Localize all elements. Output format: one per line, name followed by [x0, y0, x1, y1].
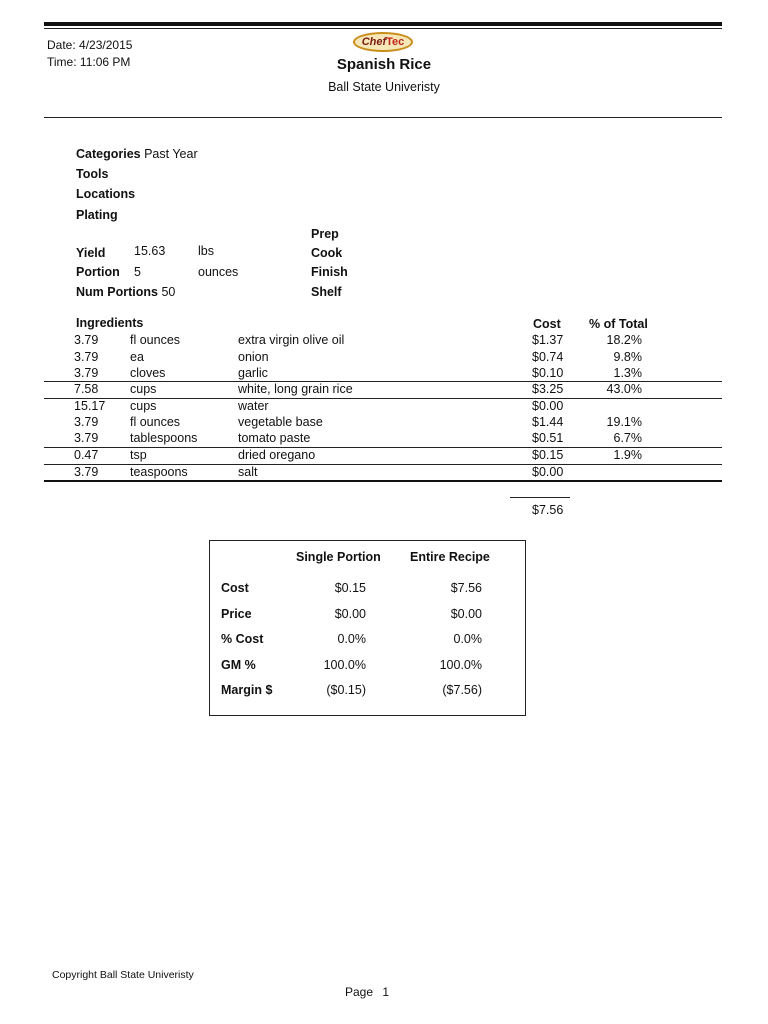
summary-entire-value: 100.0% — [439, 658, 482, 672]
summary-single-value: ($0.15) — [326, 683, 366, 697]
summary-single-value: 100.0% — [323, 658, 366, 672]
cook-label: Cook — [311, 246, 343, 260]
table-row — [0, 448, 768, 464]
ingredient-name: white, long grain rice — [238, 382, 353, 396]
ingredient-cost: $0.15 — [532, 448, 564, 462]
ingredient-cost: $0.00 — [532, 465, 564, 479]
ingredient-unit: cups — [130, 399, 157, 413]
ingredient-name: garlic — [238, 366, 268, 380]
ingredient-cost: $0.00 — [532, 399, 564, 413]
num-portions-value: 50 — [161, 285, 176, 299]
summary-single-value: 0.0% — [337, 632, 366, 646]
cost-header: Cost — [533, 317, 561, 331]
yield-label: Yield — [76, 246, 106, 260]
table-row — [0, 465, 768, 481]
ingredient-pct: 1.9% — [613, 448, 642, 462]
num-portions-label: Num Portions — [76, 285, 158, 299]
ingredient-unit: fl ounces — [130, 333, 181, 347]
table-row — [0, 399, 768, 415]
date-line — [47, 38, 132, 52]
ingredient-qty: 7.58 — [74, 382, 99, 396]
ingredient-qty: 3.79 — [74, 431, 99, 445]
prep-label: Prep — [311, 227, 339, 241]
locations-label: Locations — [76, 187, 136, 201]
ingredient-qty: 15.17 — [74, 399, 106, 413]
ingredients-bottom-rule — [44, 480, 722, 482]
date-label: Date: — [47, 38, 76, 52]
ingredient-qty: 3.79 — [74, 350, 99, 364]
ingredient-qty: 3.79 — [74, 333, 99, 347]
summary-row-label: Margin $ — [221, 683, 273, 697]
summary-row-label: % Cost — [221, 632, 264, 646]
summary-entire-value: ($7.56) — [442, 683, 482, 697]
table-row — [0, 382, 768, 398]
ingredient-name: onion — [238, 350, 269, 364]
time-value: 11:06 PM — [79, 55, 131, 69]
ingredient-pct: 1.3% — [613, 366, 642, 380]
cost-summary-box — [209, 540, 526, 716]
summary-entire-value: $7.56 — [450, 581, 482, 595]
ingredient-pct: 9.8% — [613, 350, 642, 364]
page-label: Page — [345, 985, 374, 999]
num-portions-row — [76, 285, 175, 299]
ingredient-qty: 3.79 — [74, 465, 99, 479]
ingredient-unit: cups — [130, 382, 157, 396]
table-row — [0, 366, 768, 382]
summary-row-label: Cost — [221, 581, 249, 595]
ingredient-unit: cloves — [130, 366, 166, 380]
page-subtitle: Ball State Univeristy — [328, 80, 440, 94]
time-label: Time: — [47, 55, 77, 69]
yield-unit: lbs — [198, 244, 214, 258]
ingredient-pct: 6.7% — [613, 431, 642, 445]
logo-text-tec: Tec — [386, 36, 405, 48]
categories-value: Past Year — [144, 147, 198, 161]
ingredient-unit: ea — [130, 350, 144, 364]
ingredient-name: extra virgin olive oil — [238, 333, 345, 347]
col-entire-recipe-header: Entire Recipe — [410, 550, 490, 564]
ingredient-unit: tablespoons — [130, 431, 198, 445]
tools-label: Tools — [76, 167, 109, 181]
summary-single-value: $0.00 — [334, 607, 366, 621]
page-indicator — [345, 985, 389, 999]
yield-value: 15.63 — [134, 244, 166, 258]
header-bottom-rule — [44, 117, 722, 118]
ingredient-name: dried oregano — [238, 448, 316, 462]
ingredient-cost: $1.37 — [532, 333, 564, 347]
ingredient-name: water — [238, 399, 269, 413]
ingredient-qty: 0.47 — [74, 448, 99, 462]
summary-single-value: $0.15 — [334, 581, 366, 595]
ingredient-pct: 19.1% — [606, 415, 642, 429]
shelf-label: Shelf — [311, 285, 342, 299]
categories-label: Categories — [76, 147, 141, 161]
copyright-text: Copyright Ball State Univeristy — [52, 969, 194, 981]
ingredient-name: salt — [238, 465, 258, 479]
header-second-rule — [44, 28, 722, 29]
ingredient-pct: 43.0% — [606, 382, 642, 396]
ingredient-name: tomato paste — [238, 431, 311, 445]
portion-value: 5 — [134, 265, 141, 279]
pct-total-header: % of Total — [589, 317, 648, 331]
table-row — [0, 350, 768, 366]
portion-unit: ounces — [198, 265, 239, 279]
finish-label: Finish — [311, 265, 348, 279]
cheftec-logo — [353, 32, 413, 52]
ingredient-unit: tsp — [130, 448, 147, 462]
ingredients-header: Ingredients — [76, 316, 144, 330]
ingredients-total: $7.56 — [532, 503, 564, 517]
ingredient-qty: 3.79 — [74, 366, 99, 380]
summary-entire-value: 0.0% — [453, 632, 482, 646]
portion-label: Portion — [76, 265, 120, 279]
ingredient-unit: teaspoons — [130, 465, 188, 479]
table-row — [0, 333, 768, 349]
ingredient-cost: $1.44 — [532, 415, 564, 429]
plating-label: Plating — [76, 208, 118, 222]
summary-entire-value: $0.00 — [450, 607, 482, 621]
ingredient-name: vegetable base — [238, 415, 323, 429]
ingredient-cost: $0.51 — [532, 431, 564, 445]
col-single-portion-header: Single Portion — [296, 550, 381, 564]
table-row — [0, 415, 768, 431]
page-number: 1 — [382, 985, 390, 999]
categories-row — [76, 147, 198, 161]
header-top-rule — [44, 22, 722, 26]
logo-text-chef: Chef — [361, 36, 387, 48]
table-row — [0, 431, 768, 447]
date-value: 4/23/2015 — [79, 38, 133, 52]
summary-row-label: GM % — [221, 658, 256, 672]
ingredient-cost: $0.74 — [532, 350, 564, 364]
ingredient-unit: fl ounces — [130, 415, 181, 429]
ingredient-pct: 18.2% — [606, 333, 642, 347]
ingredient-cost: $3.25 — [532, 382, 564, 396]
summary-row-label: Price — [221, 607, 252, 621]
total-rule — [510, 497, 570, 498]
ingredient-cost: $0.10 — [532, 366, 564, 380]
page-title: Spanish Rice — [336, 56, 432, 73]
ingredient-qty: 3.79 — [74, 415, 99, 429]
